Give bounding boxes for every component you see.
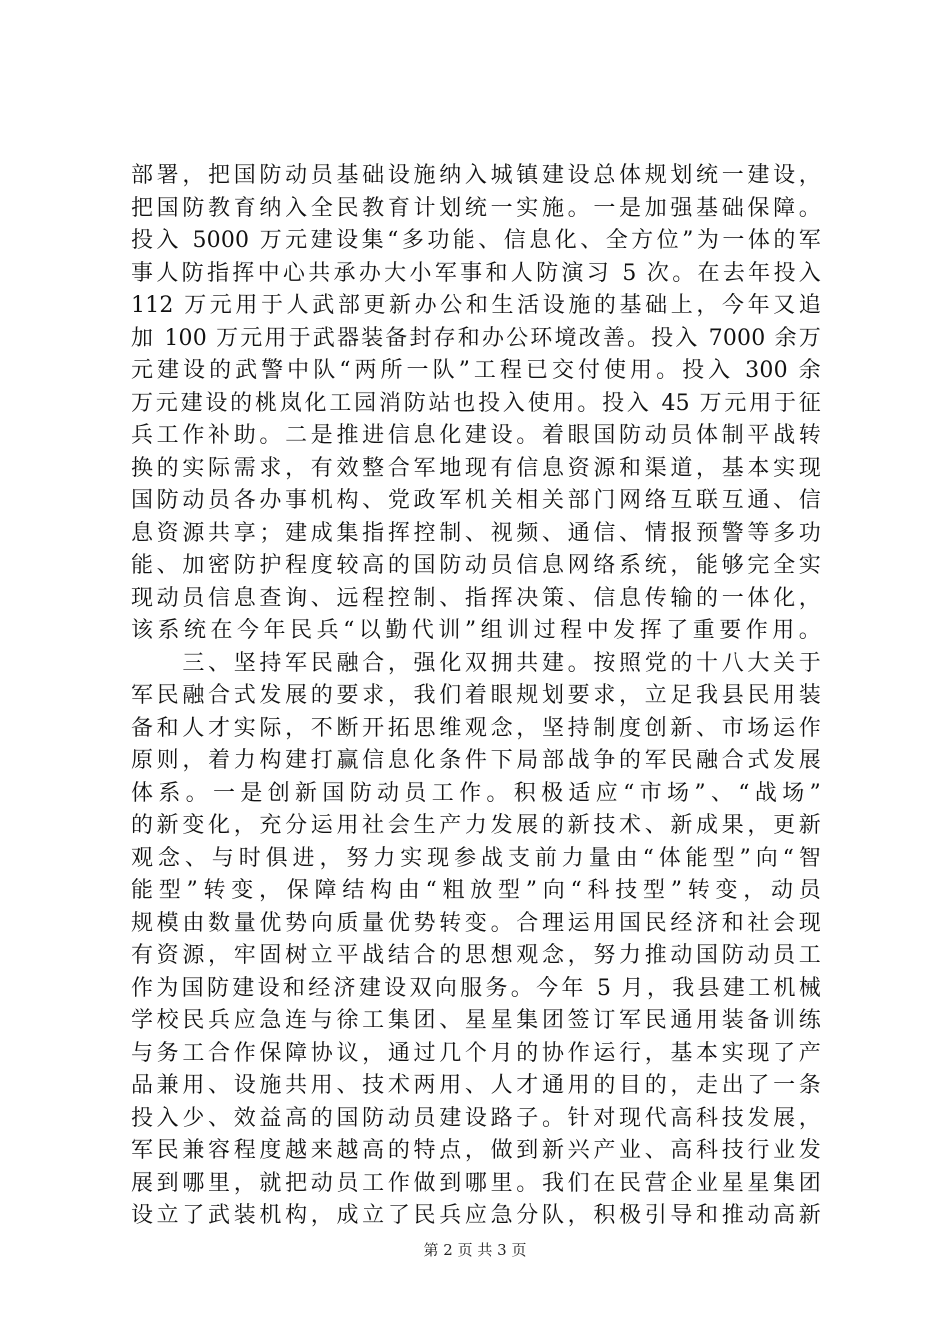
text-line: 军民兼容程度越来越高的特点，做到新兴产业、高科技行业发 bbox=[131, 1138, 821, 1163]
text-line: 现动员信息查询、远程控制、指挥决策、信息传输的一体化， bbox=[131, 585, 821, 611]
page-footer: 第 2 页 共 3 页 bbox=[423, 1241, 527, 1259]
text-line: 112 万元用于人武部更新办公和生活设施的基础上，今年又追 bbox=[131, 293, 821, 318]
text-line: 军民融合式发展的要求，我们着眼规划要求，立足我县民用装 bbox=[131, 683, 821, 708]
text-line: 能、加密防护程度较高的国防动员信息网络系统，能够完全实 bbox=[131, 553, 821, 578]
text-line: 品兼用、设施共用、技术两用、人才通用的目的，走出了一条 bbox=[131, 1073, 821, 1098]
text-line: 换的实际需求，有效整合军地现有信息资源和渠道，基本实现 bbox=[131, 455, 821, 481]
text-line: 该系统在今年民兵“以勤代训”组训过程中发挥了重要作用。 bbox=[131, 618, 821, 643]
text-line: 把国防教育纳入全民教育计划统一实施。一是加强基础保障。 bbox=[131, 195, 821, 221]
text-line: 观念、与时俱进，努力实现参战支前力量由“体能型”向“智 bbox=[131, 845, 821, 871]
text-line: 学校民兵应急连与徐工集团、星星集团签订军民通用装备训练 bbox=[131, 1008, 821, 1033]
text-line: 体系。一是创新国防动员工作。积极适应“市场”、“战场” bbox=[131, 780, 821, 806]
text-line: 国防动员各办事机构、党政军机关相关部门网络互联互通、信 bbox=[131, 488, 821, 513]
text-line: 能型”转变，保障结构由“粗放型”向“科技型”转变，动员 bbox=[131, 878, 821, 903]
text-line: 备和人才实际，不断开拓思维观念，坚持制度创新、市场运作 bbox=[131, 715, 821, 741]
text-line: 事人防指挥中心共承办大小军事和人防演习 5 次。在去年投入 bbox=[131, 260, 821, 286]
text-line: 作为国防建设和经济建设双向服务。今年 5 月，我县建工机械 bbox=[131, 975, 821, 1001]
text-line: 与务工合作保障协议，通过几个月的协作运行，基本实现了产 bbox=[131, 1040, 821, 1066]
body-text bbox=[131, 160, 821, 1233]
text-line: 息资源共享；建成集指挥控制、视频、通信、情报预警等多功 bbox=[131, 520, 821, 546]
text-line: 投入少、效益高的国防动员建设路子。针对现代高科技发展， bbox=[131, 1105, 821, 1131]
text-line: 展到哪里，就把动员工作做到哪里。我们在民营企业星星集团 bbox=[131, 1170, 821, 1196]
text-line: 元建设的武警中队“两所一队”工程已交付使用。投入 300 余 bbox=[131, 358, 821, 383]
text-line: 三、坚持军民融合，强化双拥共建。按照党的十八大关于 bbox=[131, 650, 821, 676]
text-line: 原则，着力构建打赢信息化条件下局部战争的军民融合式发展 bbox=[131, 748, 821, 773]
text-line: 投入 5000 万元建设集“多功能、信息化、全方位”为一体的军 bbox=[131, 228, 821, 253]
text-line: 规模由数量优势向质量优势转变。合理运用国民经济和社会现 bbox=[131, 910, 821, 936]
text-line: 的新变化，充分运用社会生产力发展的新技术、新成果，更新 bbox=[131, 813, 821, 838]
text-line: 部署，把国防动员基础设施纳入城镇建设总体规划统一建设， bbox=[131, 163, 821, 188]
text-line: 有资源，牢固树立平战结合的思想观念，努力推动国防动员工 bbox=[131, 943, 821, 968]
text-line: 兵工作补助。二是推进信息化建设。着眼国防动员体制平战转 bbox=[131, 423, 821, 448]
text-line: 加 100 万元用于武器装备封存和办公环境改善。投入 7000 余万 bbox=[131, 325, 821, 351]
text-line: 万元建设的桃岚化工园消防站也投入使用。投入 45 万元用于征 bbox=[131, 390, 821, 416]
text-line: 设立了武装机构，成立了民兵应急分队，积极引导和推动高新 bbox=[131, 1203, 821, 1228]
